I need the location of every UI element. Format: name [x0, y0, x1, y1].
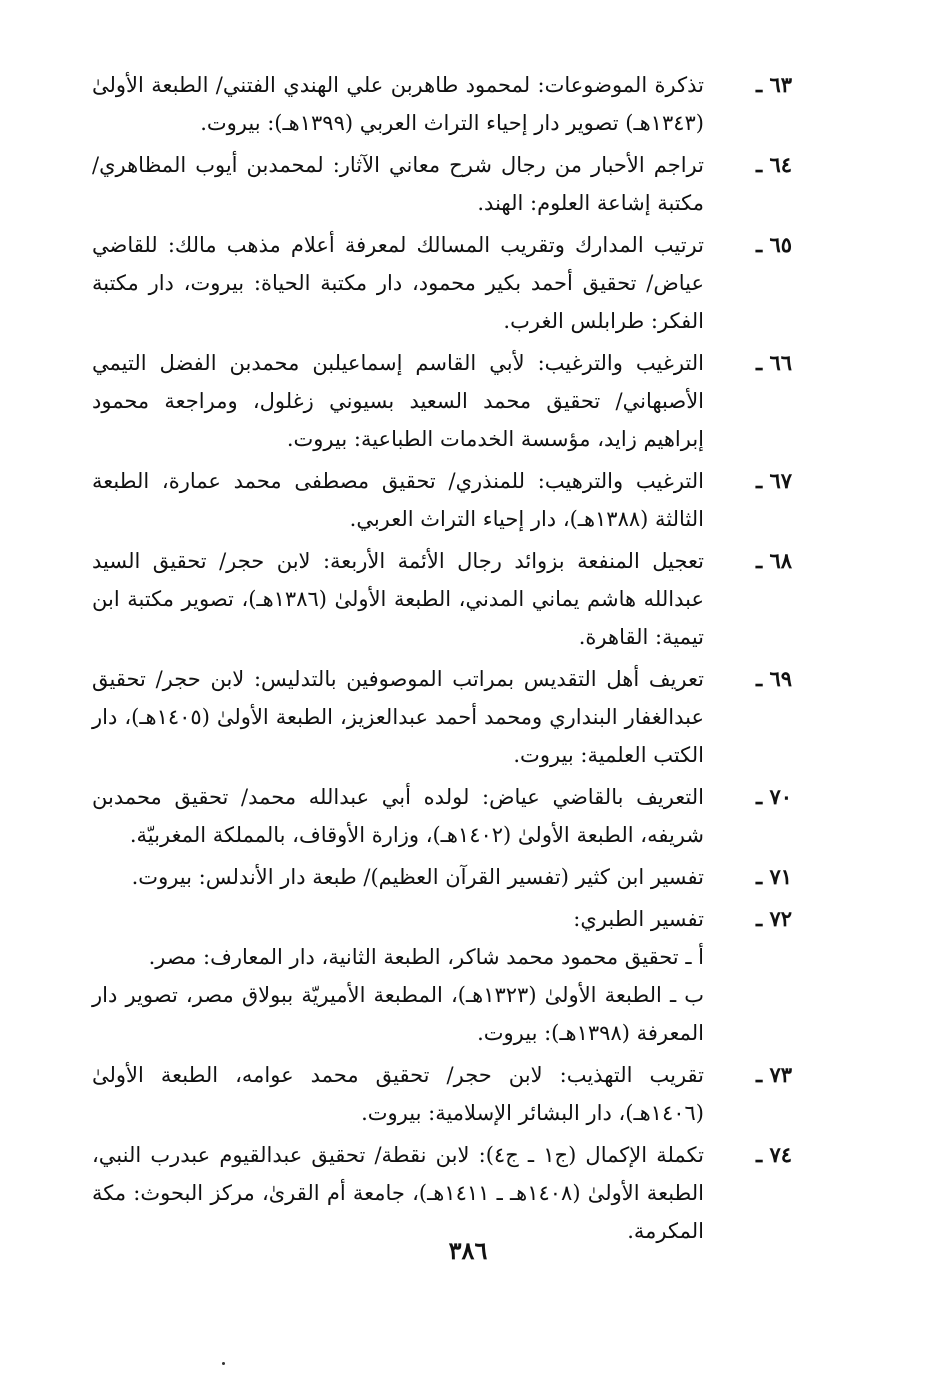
entry-number: ٧٤ ـ — [755, 1142, 792, 1167]
entry-number: ٧٢ ـ — [755, 906, 792, 931]
entry-number: ٦٥ ـ — [755, 232, 792, 257]
bibliography-entry — [92, 900, 792, 1052]
bibliography-entry — [92, 778, 792, 854]
entry-subitem: ب ـ الطبعة الأولىٰ (١٣٢٣هـ)، المطبعة الأميريّة ببولاق مصر، تصوير دار المعرفة (١٣٩٨هـ): بيروت. — [92, 983, 705, 1045]
entry-text: تعجيل المنفعة بزوائد رجال الأئمة الأربعة: لابن حجر/ تحقيق السيد عبدالله هاشم يماني المدني، الطبعة الأولىٰ (١٣٨٦هـ)، تصوير مكتبة ابن تيمية: القاهرة. — [92, 549, 704, 649]
entry-text: تذكرة الموضوعات: لمحمود طاهربن علي الهندي الفتني/ الطبعة الأولىٰ (١٣٤٣هـ) تصوير دار إحياء التراث العربي (١٣٩٩هـ): بيروت. — [92, 73, 704, 135]
bibliography-entry — [92, 660, 792, 774]
bibliography-list — [92, 66, 792, 1254]
entry-text: التعريف بالقاضي عياض: لولده أبي عبدالله محمد/ تحقيق محمدبن شريفه، الطبعة الأولىٰ (١٤٠٢هـ)، وزارة الأوقاف، بالمملكة المغربيّة. — [92, 785, 704, 847]
entry-number: ٧٣ ـ — [755, 1062, 792, 1087]
entry-number: ٦٩ ـ — [755, 666, 792, 691]
bibliography-entry — [92, 858, 792, 896]
entry-number: ٦٤ ـ — [755, 152, 792, 177]
entry-number: ٦٣ ـ — [755, 72, 792, 97]
ink-speck — [222, 1362, 225, 1365]
bibliography-entry — [92, 1136, 792, 1250]
bibliography-entry — [92, 226, 792, 340]
entry-number: ٧٠ ـ — [755, 784, 792, 809]
entry-number: ٦٦ ـ — [755, 350, 792, 375]
entry-text: تراجم الأحبار من رجال شرح معاني الآثار: لمحمدبن أيوب المظاهري/ مكتبة إشاعة العلوم: الهند. — [92, 153, 704, 215]
bibliography-entry — [92, 462, 792, 538]
bibliography-entry — [92, 66, 792, 142]
bibliography-entry — [92, 146, 792, 222]
entry-number: ٧١ ـ — [755, 864, 792, 889]
bibliography-entry — [92, 542, 792, 656]
entry-text: تفسير الطبري: — [573, 907, 704, 931]
entry-subitem: أ ـ تحقيق محمود محمد شاكر، الطبعة الثانية، دار المعارف: مصر. — [148, 945, 704, 969]
entry-text: الترغيب والترغيب: لأبي القاسم إسماعيلبن محمدبن الفضل التيمي الأصبهاني/ تحقيق محمد السعيد بسيوني زغلول، ومراجعة محمود إبراهيم زايد، مؤسسة الخدمات الطباعية: بيروت. — [92, 351, 704, 451]
entry-number: ٦٨ ـ — [755, 548, 792, 573]
entry-text: تكملة الإكمال (ج١ ـ ج٤): لابن نقطة/ تحقيق عبدالقيوم عبدرب النبي، الطبعة الأولىٰ (١٤٠٨هـ ـ ١٤١١هـ)، جامعة أم القرىٰ، مركز البحوث: مكة المكرمة. — [92, 1143, 704, 1243]
entry-text: الترغيب والترهيب: للمنذري/ تحقيق مصطفى محمد عمارة، الطبعة الثالثة (١٣٨٨هـ)، دار إحياء التراث العربي. — [92, 469, 704, 531]
entry-text: تفسير ابن كثير (تفسير القرآن العظيم)/ طبعة دار الأندلس: بيروت. — [131, 865, 704, 889]
bibliography-entry — [92, 344, 792, 458]
entry-number: ٦٧ ـ — [755, 468, 792, 493]
entry-body — [92, 900, 704, 1052]
entry-text: تقريب التهذيب: لابن حجر/ تحقيق محمد عوامه، الطبعة الأولىٰ (١٤٠٦هـ)، دار البشائر الإسلامية: بيروت. — [92, 1063, 704, 1125]
entry-text: ترتيب المدارك وتقريب المسالك لمعرفة أعلام مذهب مالك: للقاضي عياض/ تحقيق أحمد بكير محمود، دار مكتبة الحياة: بيروت، دار مكتبة الفكر: طرابلس الغرب. — [92, 233, 704, 333]
page-number: ٣٨٦ — [448, 1236, 488, 1265]
bibliography-entry — [92, 1056, 792, 1132]
entry-text: تعريف أهل التقديس بمراتب الموصوفين بالتدليس: لابن حجر/ تحقيق عبدالغفار البنداري ومحمد أحمد عبدالعزيز، الطبعة الأولىٰ (١٤٠٥هـ)، دار الكتب العلمية: بيروت. — [92, 667, 705, 767]
